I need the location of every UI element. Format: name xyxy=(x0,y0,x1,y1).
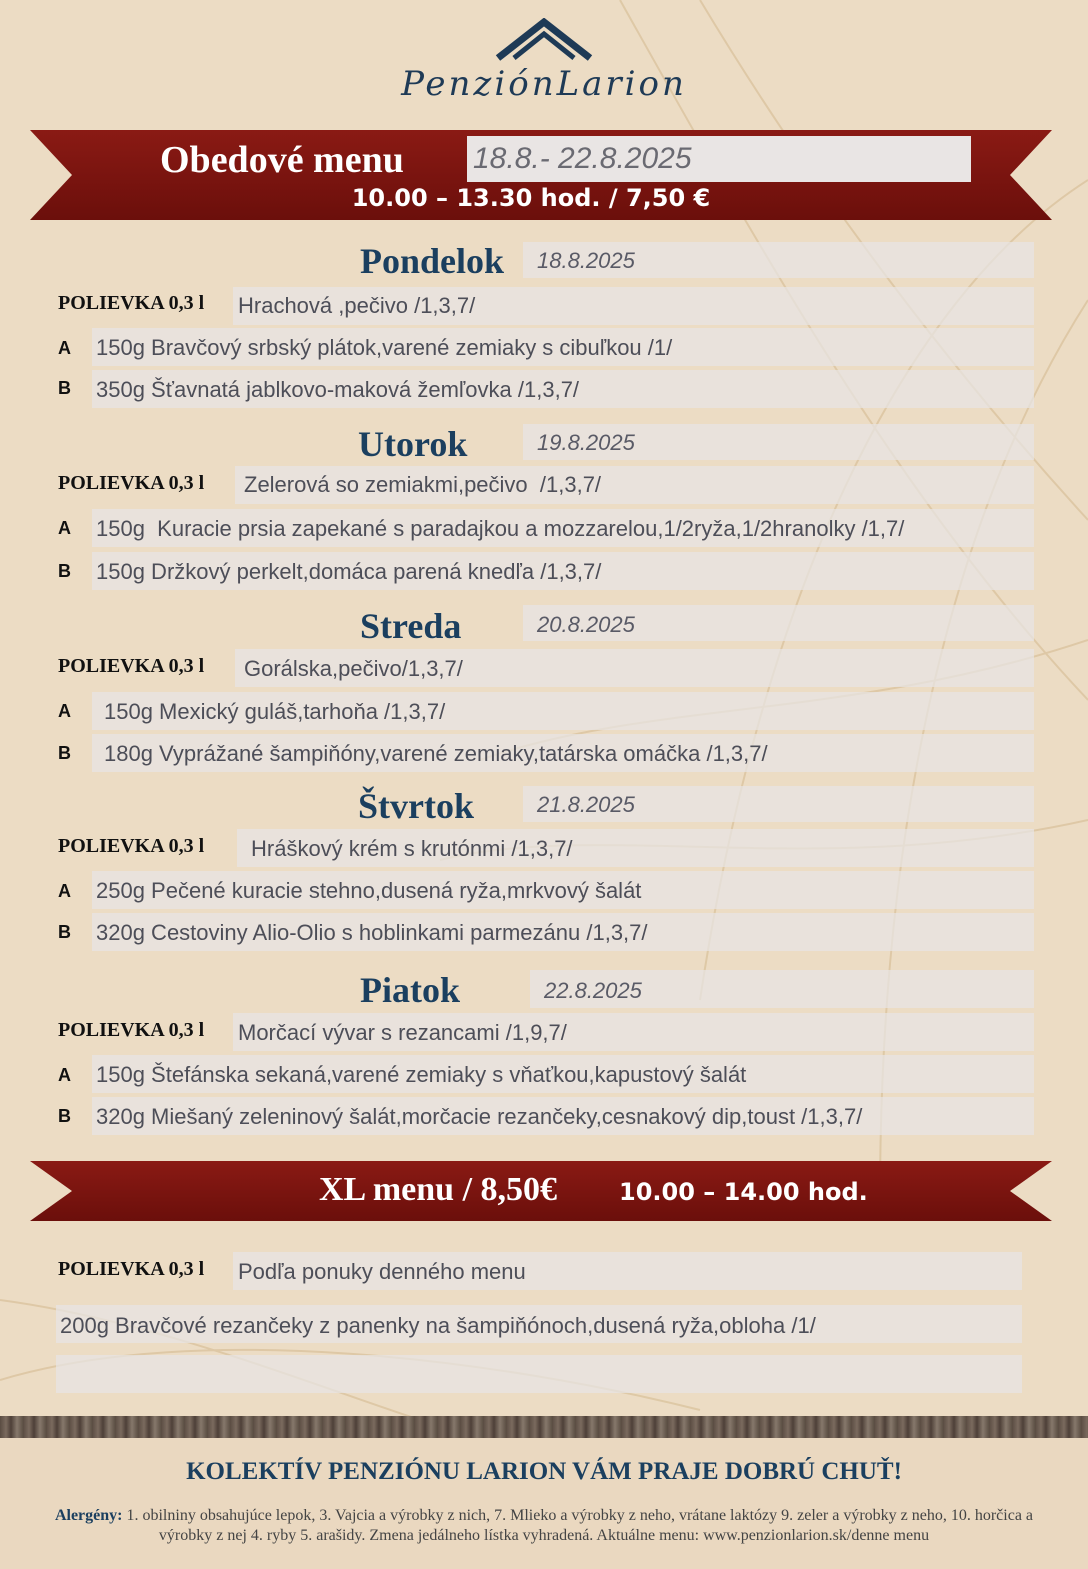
allergens-label: Alergény: xyxy=(54,1507,123,1524)
option-letter: B xyxy=(58,378,71,398)
option-letter: B xyxy=(58,743,71,763)
day-name-friday: Piatok xyxy=(360,970,461,1010)
option-letter: A xyxy=(58,1065,71,1085)
option-letter: B xyxy=(58,1106,71,1126)
header-banner xyxy=(0,128,1088,222)
menu-item: 250g Pečené kuracie stehno,dusená ryža,mrkvový šalát xyxy=(96,878,642,903)
soup-thursday: Hráškový krém s krutónmi /1,3,7/ xyxy=(251,836,573,861)
xl-banner xyxy=(0,1160,1088,1222)
soup-label: POLIEVKA 0,3 l xyxy=(58,655,205,677)
day-date-thursday: 21.8.2025 xyxy=(537,792,635,817)
footer-greeting: KOLEKTÍV PENZIÓNU LARION VÁM PRAJE DOBRÚ CHUŤ! xyxy=(186,1458,902,1485)
menu-title: Obedové menu xyxy=(160,139,404,181)
day-date-tuesday: 19.8.2025 xyxy=(537,430,635,455)
menu-item: 150g Bravčový srbský plátok,varené zemiaky s cibuľkou /1/ xyxy=(96,335,673,360)
xl-main: 200g Bravčové rezančeky z panenky na šampiňónoch,dusená ryža,obloha /1/ xyxy=(60,1313,816,1338)
option-letter: B xyxy=(58,561,71,581)
day-name-thursday: Štvrtok xyxy=(358,786,474,826)
option-letter: B xyxy=(58,922,71,942)
roof-icon xyxy=(494,18,594,62)
brand-name: PenziónLarion xyxy=(401,64,687,104)
allergens-text: 1. obilniny obsahujúce lepok, 3. Vajcia a výrobky z nich, 7. Mlieko a výrobky z neho, vrátane laktózy 9. zeler a výrobky z neho, 10. horčica a výrobky z nej 4. ryby 5. arašidy. Zmena jedálneho lístka vyhradená. Aktuálne menu: www.penzionlarion.sk/denne menu xyxy=(126,1507,1034,1544)
allergen-note xyxy=(30,1506,1058,1546)
xl-soup: Podľa ponuky denného menu xyxy=(238,1259,526,1284)
soup-label: POLIEVKA 0,3 l xyxy=(58,472,205,494)
option-letter: A xyxy=(58,881,71,901)
soup-wednesday: Gorálska,pečivo/1,3,7/ xyxy=(244,656,463,681)
soup-label: POLIEVKA 0,3 l xyxy=(58,292,205,314)
menu-item: 320g Cestoviny Alio-Olio s hoblinkami parmezánu /1,3,7/ xyxy=(96,920,648,945)
menu-item: 350g Šťavnatá jablkovo-maková žemľovka /1,3,7/ xyxy=(96,377,580,402)
soup-label: POLIEVKA 0,3 l xyxy=(58,835,205,857)
day-date-monday: 18.8.2025 xyxy=(537,248,635,273)
option-letter: A xyxy=(58,518,71,538)
day-date-friday: 22.8.2025 xyxy=(544,978,642,1003)
logo xyxy=(0,18,1088,104)
wood-divider xyxy=(0,1416,1088,1438)
soup-label: POLIEVKA 0,3 l xyxy=(58,1019,205,1041)
day-name-tuesday: Utorok xyxy=(358,424,468,464)
soup-friday: Morčací vývar s rezancami /1,9,7/ xyxy=(238,1020,567,1045)
day-name-wednesday: Streda xyxy=(360,606,462,646)
menu-item: 180g Vyprážané šampiňóny,varené zemiaky,tatárska omáčka /1,3,7/ xyxy=(104,741,768,766)
date-range: 18.8.- 22.8.2025 xyxy=(467,136,971,182)
menu-item: 150g Kuracie prsia zapekané s paradajkou a mozzarelou,1/2ryža,1/2hranolky /1,7/ xyxy=(96,516,905,541)
menu-item: 150g Mexický guláš,tarhoňa /1,3,7/ xyxy=(104,699,446,724)
soup-tuesday: Zelerová so zemiakmi,pečivo /1,3,7/ xyxy=(244,472,602,497)
soup-monday: Hrachová ,pečivo /1,3,7/ xyxy=(238,293,476,318)
day-date-wednesday: 20.8.2025 xyxy=(537,612,635,637)
xl-hours: 10.00 – 14.00 hod. xyxy=(619,1178,868,1206)
menu-item: 150g Držkový perkelt,domáca parená knedľa /1,3,7/ xyxy=(96,559,602,584)
empty-bar xyxy=(56,1355,1022,1393)
hours-price: 10.00 – 13.30 hod. / 7,50 € xyxy=(351,184,711,212)
menu-item: 320g Miešaný zeleninový šalát,morčacie rezančeky,cesnakový dip,toust /1,3,7/ xyxy=(96,1104,863,1129)
menu-item: 150g Štefánska sekaná,varené zemiaky s vňaťkou,kapustový šalát xyxy=(96,1062,747,1087)
option-letter: A xyxy=(58,338,71,358)
day-name-monday: Pondelok xyxy=(360,241,505,281)
soup-label: POLIEVKA 0,3 l xyxy=(58,1258,205,1280)
option-letter: A xyxy=(58,701,71,721)
xl-title: XL menu / 8,50€ xyxy=(319,1171,558,1208)
